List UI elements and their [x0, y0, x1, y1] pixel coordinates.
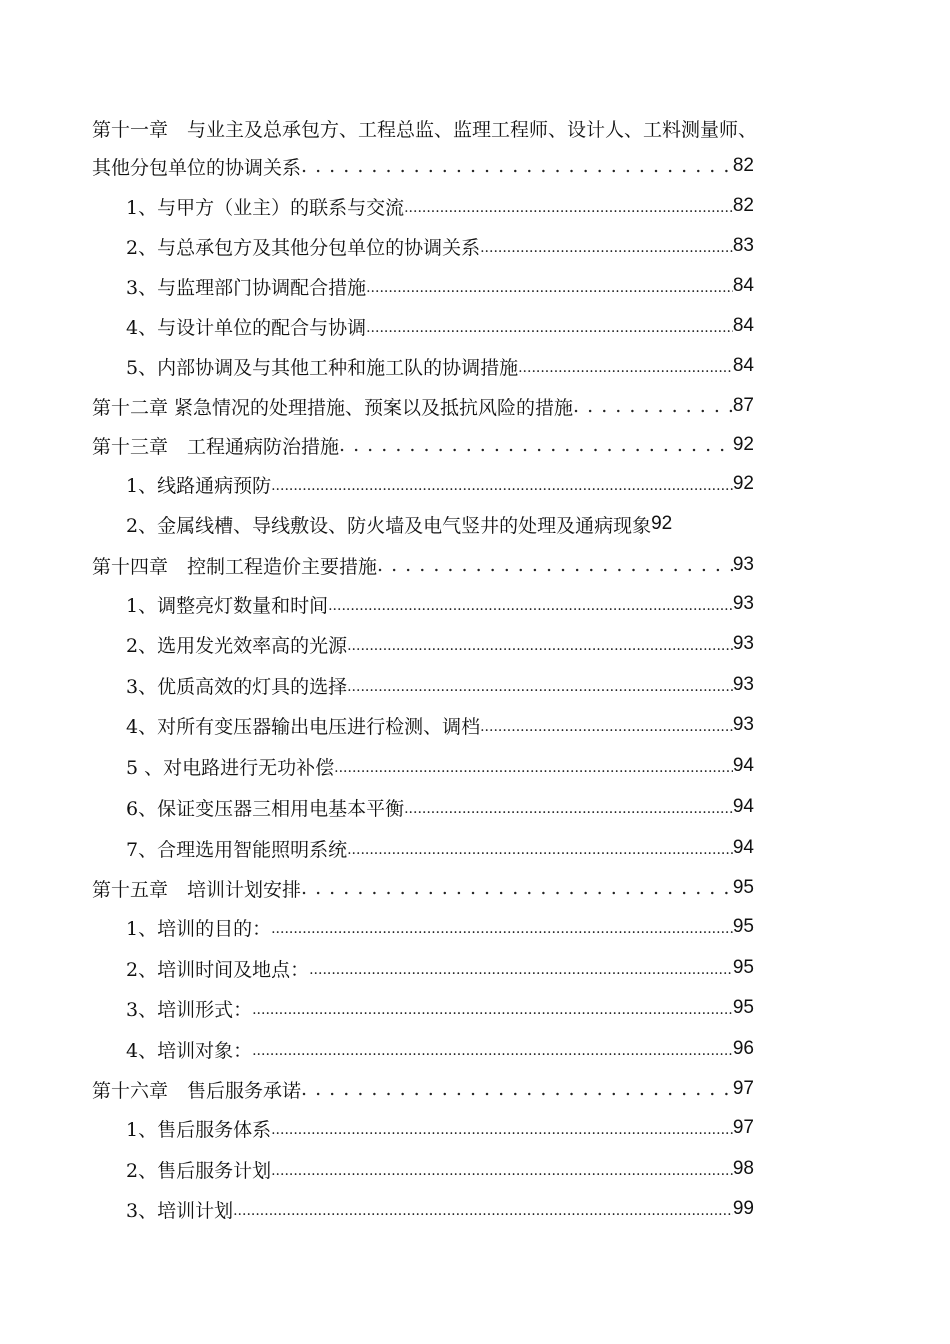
dot-leader	[252, 996, 733, 1020]
toc-page-number: 84	[732, 355, 754, 376]
toc-page-number: 84	[732, 315, 754, 336]
toc-page-number: 97	[732, 1078, 754, 1099]
toc-entry-title: 2、售后服务计划	[126, 1159, 272, 1182]
dot-leader	[518, 354, 733, 378]
dot-leader	[301, 1077, 733, 1101]
dot-leader	[339, 433, 733, 457]
dot-leader	[271, 472, 733, 496]
dot-leader	[480, 713, 733, 737]
toc-page-number: 97	[732, 1117, 754, 1138]
dot-leader	[334, 754, 733, 778]
toc-entry-title: 第十五章 培训计划安排	[92, 878, 302, 901]
toc-entry-title: 3、培训形式：	[126, 998, 253, 1021]
toc-page-number: 82	[732, 195, 754, 216]
toc-page-number: 87	[732, 395, 754, 416]
toc-entry-title: 2、培训时间及地点：	[126, 958, 310, 981]
dot-leader	[404, 795, 733, 819]
toc-item[interactable]	[126, 1108, 754, 1148]
toc-page-number: 94	[732, 755, 754, 776]
toc-item[interactable]	[126, 828, 754, 868]
toc-page-number: 93	[732, 674, 754, 695]
toc-entry-title: 4、对所有变压器输出电压进行检测、调档	[126, 715, 481, 738]
toc-page-number: 93	[732, 633, 754, 654]
dot-leader	[347, 632, 733, 656]
toc-chapter-11[interactable]	[92, 146, 754, 186]
toc-page-number: 83	[732, 235, 754, 256]
dot-leader	[271, 1116, 733, 1140]
toc-page-number: 93	[732, 554, 754, 575]
toc-item[interactable]	[126, 266, 754, 306]
dot-leader	[573, 394, 733, 418]
toc-page-number: 82	[732, 155, 754, 176]
toc-chapter-12[interactable]	[92, 386, 754, 426]
toc-page-number: 98	[732, 1158, 754, 1179]
dot-leader	[301, 876, 733, 900]
dot-leader	[233, 1197, 733, 1221]
toc-item[interactable]	[126, 746, 754, 786]
toc-entry-title: 第十四章 控制工程造价主要措施	[92, 555, 378, 578]
toc-page-number: 92	[651, 513, 673, 534]
toc-item[interactable]	[126, 584, 754, 624]
toc-entry-title: 2、选用发光效率高的光源	[126, 634, 348, 657]
toc-item[interactable]	[126, 1189, 754, 1229]
dot-leader	[366, 314, 733, 338]
toc-page-number: 96	[732, 1038, 754, 1059]
toc-chapter-16[interactable]	[92, 1069, 754, 1109]
toc-item[interactable]	[126, 907, 754, 947]
toc-chapter-15[interactable]	[92, 868, 754, 908]
toc-entry-title: 5 、对电路进行无功补偿	[126, 756, 335, 779]
toc-page-number: 84	[732, 275, 754, 296]
toc-chapter-11-title[interactable]: 第十一章 与业主及总承包方、工程总监、监理工程师、设计人、工料测量师、	[92, 119, 758, 141]
toc-entry-title: 4、与设计单位的配合与协调	[126, 316, 367, 339]
toc-item[interactable]	[126, 306, 754, 346]
dot-leader	[271, 1157, 733, 1181]
toc-chapter-14[interactable]	[92, 545, 754, 585]
toc-page-number: 94	[732, 796, 754, 817]
toc-page-number: 95	[732, 916, 754, 937]
toc-entry-title: 3、与监理部门协调配合措施	[126, 276, 367, 299]
toc-item[interactable]	[126, 346, 754, 386]
toc-page-number: 92	[732, 473, 754, 494]
toc-item[interactable]	[126, 226, 754, 266]
dot-leader	[347, 836, 733, 860]
toc-entry-title: 第十六章 售后服务承诺	[92, 1079, 302, 1102]
toc-entry-title: 2、与总承包方及其他分包单位的协调关系	[126, 236, 481, 259]
toc-entry-title: 1、培训的目的：	[126, 917, 272, 940]
dot-leader	[377, 553, 733, 577]
dot-leader	[404, 194, 733, 218]
toc-entry-title: 1、与甲方（业主）的联系与交流	[126, 196, 405, 219]
toc-item[interactable]	[126, 988, 754, 1028]
toc-page-number: 92	[732, 434, 754, 455]
toc-entry-title: 第十二章 紧急情况的处理措施、预案以及抵抗风险的措施	[92, 396, 574, 419]
toc-entry-title: 7、合理选用智能照明系统	[126, 838, 348, 861]
toc-item[interactable]	[126, 186, 754, 226]
toc-entry-title: 3、优质高效的灯具的选择	[126, 675, 348, 698]
toc-item[interactable]	[126, 787, 754, 827]
toc-entry-title: 2、金属线槽、导线敷设、防火墙及电气竖井的处理及通病现象	[126, 514, 652, 537]
dot-leader	[301, 154, 733, 178]
toc-page-number: 93	[732, 593, 754, 614]
toc-item[interactable]	[126, 705, 754, 745]
dot-leader	[366, 274, 733, 298]
dot-leader	[347, 673, 733, 697]
toc-item[interactable]	[126, 948, 754, 988]
toc-item[interactable]	[126, 1149, 754, 1189]
toc-item[interactable]	[126, 665, 754, 705]
toc-page-number: 94	[732, 837, 754, 858]
dot-leader	[271, 915, 733, 939]
toc-item[interactable]	[126, 624, 754, 664]
toc-page-number: 95	[732, 877, 754, 898]
toc-page-number: 93	[732, 714, 754, 735]
toc-entry-title: 6、保证变压器三相用电基本平衡	[126, 797, 405, 820]
toc-item[interactable]	[126, 504, 754, 544]
toc-entry-title: 3、培训计划	[126, 1199, 234, 1222]
dot-leader	[252, 1037, 733, 1061]
dot-leader	[480, 234, 733, 258]
toc-entry-title: 5、内部协调及与其他工种和施工队的协调措施	[126, 356, 519, 379]
toc-entry-title: 4、培训对象：	[126, 1039, 253, 1062]
toc-item[interactable]	[126, 464, 754, 504]
toc-page-number: 99	[732, 1198, 754, 1219]
toc-entry-title: 1、售后服务体系	[126, 1118, 272, 1141]
toc-chapter-13[interactable]	[92, 425, 754, 465]
dot-leader	[309, 956, 733, 980]
toc-entry-title: 其他分包单位的协调关系	[92, 156, 302, 179]
toc-page-number: 95	[732, 997, 754, 1018]
toc-page-number: 95	[732, 957, 754, 978]
toc-entry-title: 第十三章 工程通病防治措施	[92, 435, 340, 458]
toc-item[interactable]	[126, 1029, 754, 1069]
toc-entry-title: 1、线路通病预防	[126, 474, 272, 497]
toc-entry-title: 1、调整亮灯数量和时间	[126, 594, 329, 617]
dot-leader	[328, 592, 733, 616]
